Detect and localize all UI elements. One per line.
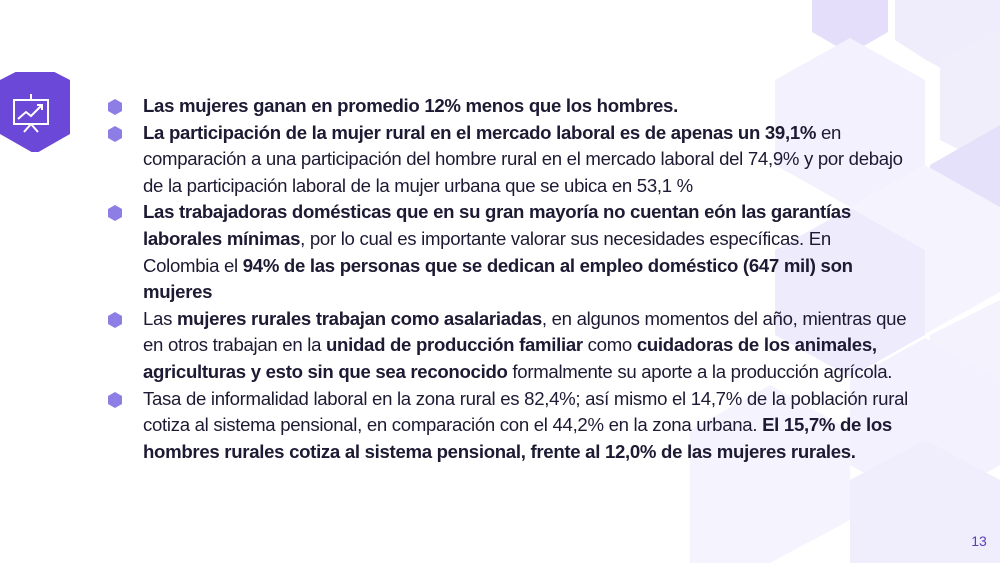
section-badge	[0, 72, 70, 152]
text-run: , por lo cual es importante valorar sus necesidades específicas. En Colombia el	[143, 227, 831, 276]
page-number: 13	[971, 533, 987, 549]
bold-text: Las trabajadoras domésticas que en su gran mayoría no cuentan eón las garantías laborales mínimas	[143, 201, 851, 249]
bold-text: 94% de las personas que se dedican al empleo doméstico (647 mil) son mujeres	[143, 254, 853, 303]
bullet-item	[108, 120, 908, 200]
bold-text: Las mujeres ganan en promedio 12% menos que los hombres.	[143, 95, 678, 116]
bullet-item	[108, 93, 908, 120]
hexagon-bullet-icon	[108, 392, 122, 408]
bold-text: La participación de la mujer rural en el mercado laboral es de apenas un 39,1%	[143, 121, 817, 143]
bold-text: cuidadoras de los animales, agriculturas y esto sin que sea reconocido	[143, 334, 877, 382]
text-run: Las	[143, 307, 177, 329]
bold-text: mujeres rurales trabajan como asalariadas	[176, 307, 542, 329]
text-run: como	[582, 334, 637, 356]
bullet-item	[108, 199, 908, 305]
hexagon-bullet-icon	[108, 126, 122, 142]
hexagon-bullet-icon	[108, 205, 122, 221]
hexagon-bullet-icon	[108, 99, 122, 115]
bullet-item	[108, 306, 908, 386]
bold-text: unidad de producción familiar	[326, 334, 583, 356]
text-run: , en algunos momentos del año, mientras que en otros trabajan en la	[143, 307, 907, 356]
hexagon-bullet-icon	[108, 312, 122, 328]
text-run: formalmente su aporte a la producción agrícola.	[507, 360, 893, 382]
bullet-item	[108, 386, 908, 466]
bullet-list	[108, 93, 908, 465]
text-run: en comparación a una participación del hombre rural en el mercado laboral del 74,9% y por debajo de la participación laboral de la mujer urbana que se ubica en 53,1 %	[143, 121, 903, 196]
text-run: Tasa de informalidad laboral en la zona rural es 82,4%; así mismo el 14,7% de la población rural cotiza al sistema pensional, en comparación con el 44,2% en la zona urbana.	[143, 387, 908, 436]
bold-text: El 15,7% de los hombres rurales cotiza al sistema pensional, frente al 12,0% de las mujeres rurales.	[143, 414, 892, 462]
